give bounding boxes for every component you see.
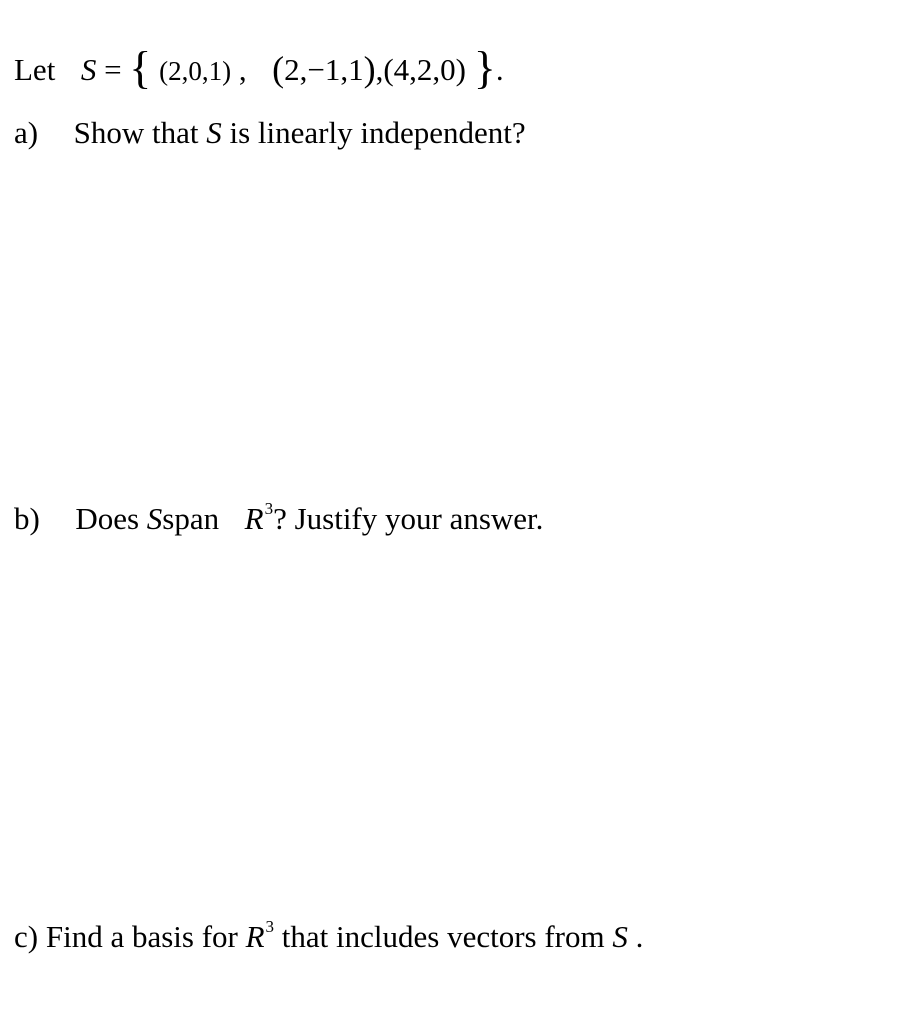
question-b-exponent: 3 [264,499,274,518]
question-c-symbol: S [612,919,628,954]
question-b-space-symbol: R [244,501,264,536]
set-symbol: S [80,52,97,87]
let-word: Let [14,52,56,87]
vector-2-body: 2,−1,1 [284,52,364,87]
question-c-text-1: Find a basis for [45,919,238,954]
question-b-text-2: span [162,501,220,536]
equals-sign: = [104,52,122,87]
question-b-symbol: S [146,501,163,536]
question-c-period: . [635,919,644,954]
question-a-label: a) [14,115,39,150]
vector-2-close-paren: ) [363,49,376,89]
question-b-text-3: ? Justify your answer. [273,501,544,536]
question-c-text-2: that includes vectors from [281,919,605,954]
period: . [495,52,504,87]
question-a-text-1: Show that [73,115,199,150]
vector-3: (4,2,0) [383,52,467,87]
comma-2: , [375,52,384,87]
question-a [14,113,526,153]
question-b-label: b) [14,501,40,536]
vector-2-open-paren: ( [272,49,285,89]
comma-1: , [238,52,247,87]
open-brace: { [129,42,152,93]
question-a-text-2: is linearly independent? [229,115,526,150]
question-b [14,499,543,544]
question-c-exponent: 3 [265,917,275,936]
question-c-space-symbol: R [245,919,265,954]
question-c [14,917,643,962]
vector-1: (2,0,1) [159,56,232,86]
question-a-symbol: S [206,115,222,150]
set-definition [14,42,504,93]
question-c-label: c) [14,919,39,954]
question-b-text-1: Does [75,501,140,536]
close-brace: } [473,42,496,93]
